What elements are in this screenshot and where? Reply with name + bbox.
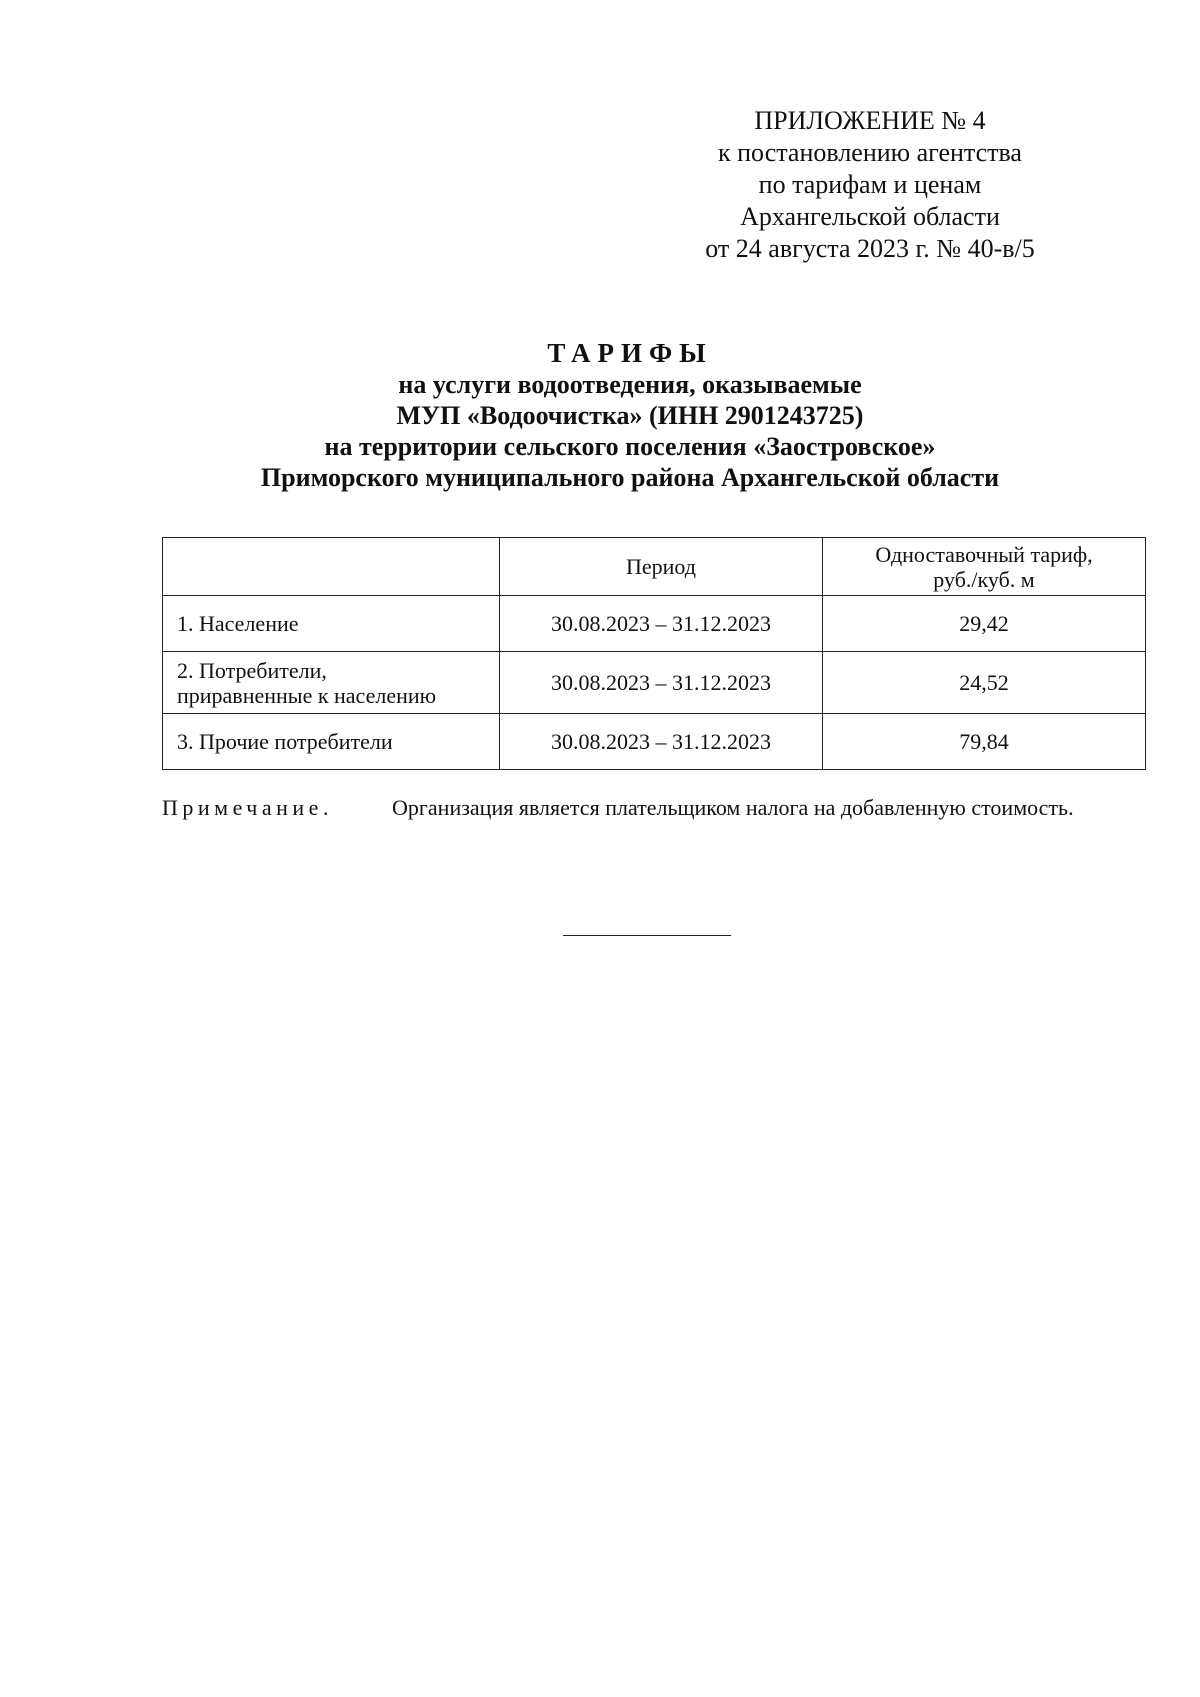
title-line: Приморского муниципального района Архангельской области bbox=[260, 463, 1000, 492]
row-category bbox=[163, 714, 500, 770]
title-line: МУП «Водоочистка» (ИНН 2901243725) bbox=[396, 401, 864, 430]
appendix-header bbox=[660, 105, 1080, 265]
row-period: 30.08.2023 – 31.12.2023 bbox=[500, 652, 823, 714]
header-period: Период bbox=[500, 538, 823, 596]
tariffs-table bbox=[162, 537, 1146, 770]
header-category bbox=[163, 538, 500, 596]
row-category-line: 3. Прочие потребители bbox=[177, 729, 393, 754]
row-category-line: приравненные к населению bbox=[177, 682, 437, 708]
note-text: Организация является плательщиком налога на добавленную стоимость. bbox=[392, 795, 1074, 820]
document-title bbox=[140, 338, 1120, 493]
title-line: на территории сельского поселения «Заостровское» bbox=[324, 432, 936, 461]
appendix-ref-line: по тарифам и ценам bbox=[758, 170, 982, 199]
row-period: 30.08.2023 – 31.12.2023 bbox=[500, 596, 823, 652]
row-tariff: 24,52 bbox=[823, 652, 1146, 714]
header-tariff-line: Одноставочный тариф, bbox=[875, 541, 1093, 567]
row-tariff: 79,84 bbox=[823, 714, 1146, 770]
table-header-row bbox=[163, 538, 1146, 596]
header-tariff bbox=[823, 538, 1146, 596]
appendix-number: ПРИЛОЖЕНИЕ № 4 bbox=[754, 106, 986, 135]
table-row bbox=[163, 652, 1146, 714]
table-row bbox=[163, 596, 1146, 652]
closing-rule bbox=[563, 935, 731, 936]
table-row bbox=[163, 714, 1146, 770]
row-tariff: 29,42 bbox=[823, 596, 1146, 652]
appendix-ref-line: к постановлению агентства bbox=[718, 138, 1022, 167]
title-main: ТАРИФЫ bbox=[547, 338, 713, 368]
row-category-line: 2. Потребители, bbox=[177, 657, 327, 683]
row-category-line: 1. Население bbox=[177, 611, 299, 636]
row-category bbox=[163, 652, 500, 714]
appendix-date: от 24 августа 2023 г. № 40-в/5 bbox=[705, 234, 1035, 263]
row-period: 30.08.2023 – 31.12.2023 bbox=[500, 714, 823, 770]
row-category bbox=[163, 596, 500, 652]
title-line: на услуги водоотведения, оказываемые bbox=[398, 370, 862, 399]
appendix-ref-line: Архангельской области bbox=[740, 202, 1000, 231]
header-tariff-line: руб./куб. м bbox=[933, 566, 1035, 592]
note-label: Примечание. bbox=[162, 795, 333, 820]
